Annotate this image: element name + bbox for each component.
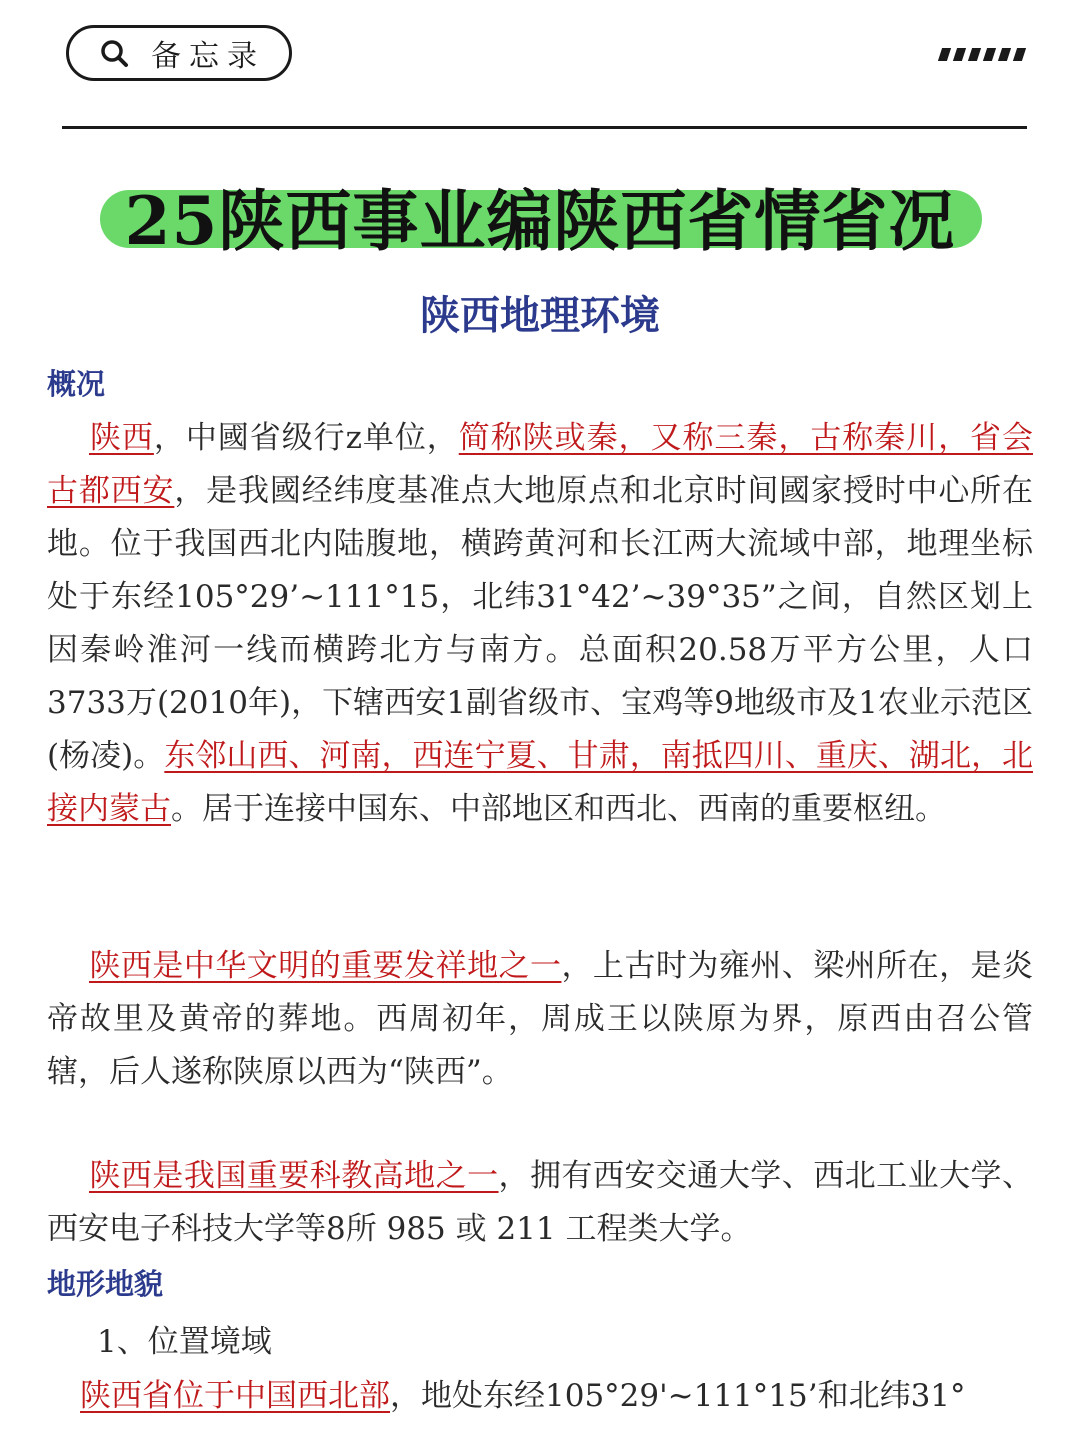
more-dots-icon[interactable] [940,48,1024,61]
paragraph-location [80,1370,966,1415]
list-item: 1、位置境域 [97,1324,272,1360]
paragraph-civilization [47,940,1033,1099]
highlight-text: 东邻山西、河南，西连宁夏、甘肃，南抵四川、重庆、湖北，北接内蒙古 [47,738,1033,827]
section-heading-terrain: 地形地貌 [47,1267,164,1301]
body-text: 。居于连接中国东、中部地区和西北、西南的重要枢纽。 [171,791,946,827]
body-text: ，是我國经纬度基准点大地原点和北京时间國家授时中心所在地。位于我国西北内陆腹地，横跨黄河和长江两大流域中部，地理坐标处于东经105°29’~111°15，北纬31°42’~39°35”之间，自然区划上因秦岭淮河一线而横跨北方与南方。总面积20.58万平方公里，人口 3733万(2010年)，下辖西安1副省级市、宝鸡等9地级市及1农业示范区(杨凌)。 [47,473,1034,774]
paragraph-education [47,1150,1033,1256]
page-subtitle: 陕西地理环境 [420,293,660,339]
highlight-text: 陕西省位于中国西北部 [80,1378,390,1414]
divider [62,126,1027,129]
highlight-text: 简称陕或秦，又称三秦，古称秦川，省会古都西安 [47,420,1034,509]
paragraph-overview [47,412,1033,836]
page-title: 25陕西事业编陕西省情省况 [124,182,956,260]
section-heading-overview: 概况 [47,367,106,401]
search-bar[interactable] [66,25,292,81]
highlight-text: 陕西是我国重要科教高地之一 [89,1158,499,1194]
search-icon [99,38,129,68]
highlight-text: 陕西 [89,420,154,456]
body-text: ，地处东经105°29'~111°15’和北纬31° [390,1378,966,1414]
highlight-text: 陕西是中华文明的重要发祥地之一 [89,948,562,984]
body-text: ，上古时为雍州、梁州所在，是炎帝故里及黄帝的葬地。西周初年，周成王以陕原为界，原西由召公管辖，后人遂称陕原以西为“陕西”。 [47,948,1034,1090]
body-text: ，中國省级行z单位， [153,420,459,456]
search-label: 备忘录 [151,39,265,74]
body-text: ，拥有西安交通大学、西北工业大学、西安电子科技大学等8所 985 或 211 工程类大学。 [47,1158,1034,1247]
